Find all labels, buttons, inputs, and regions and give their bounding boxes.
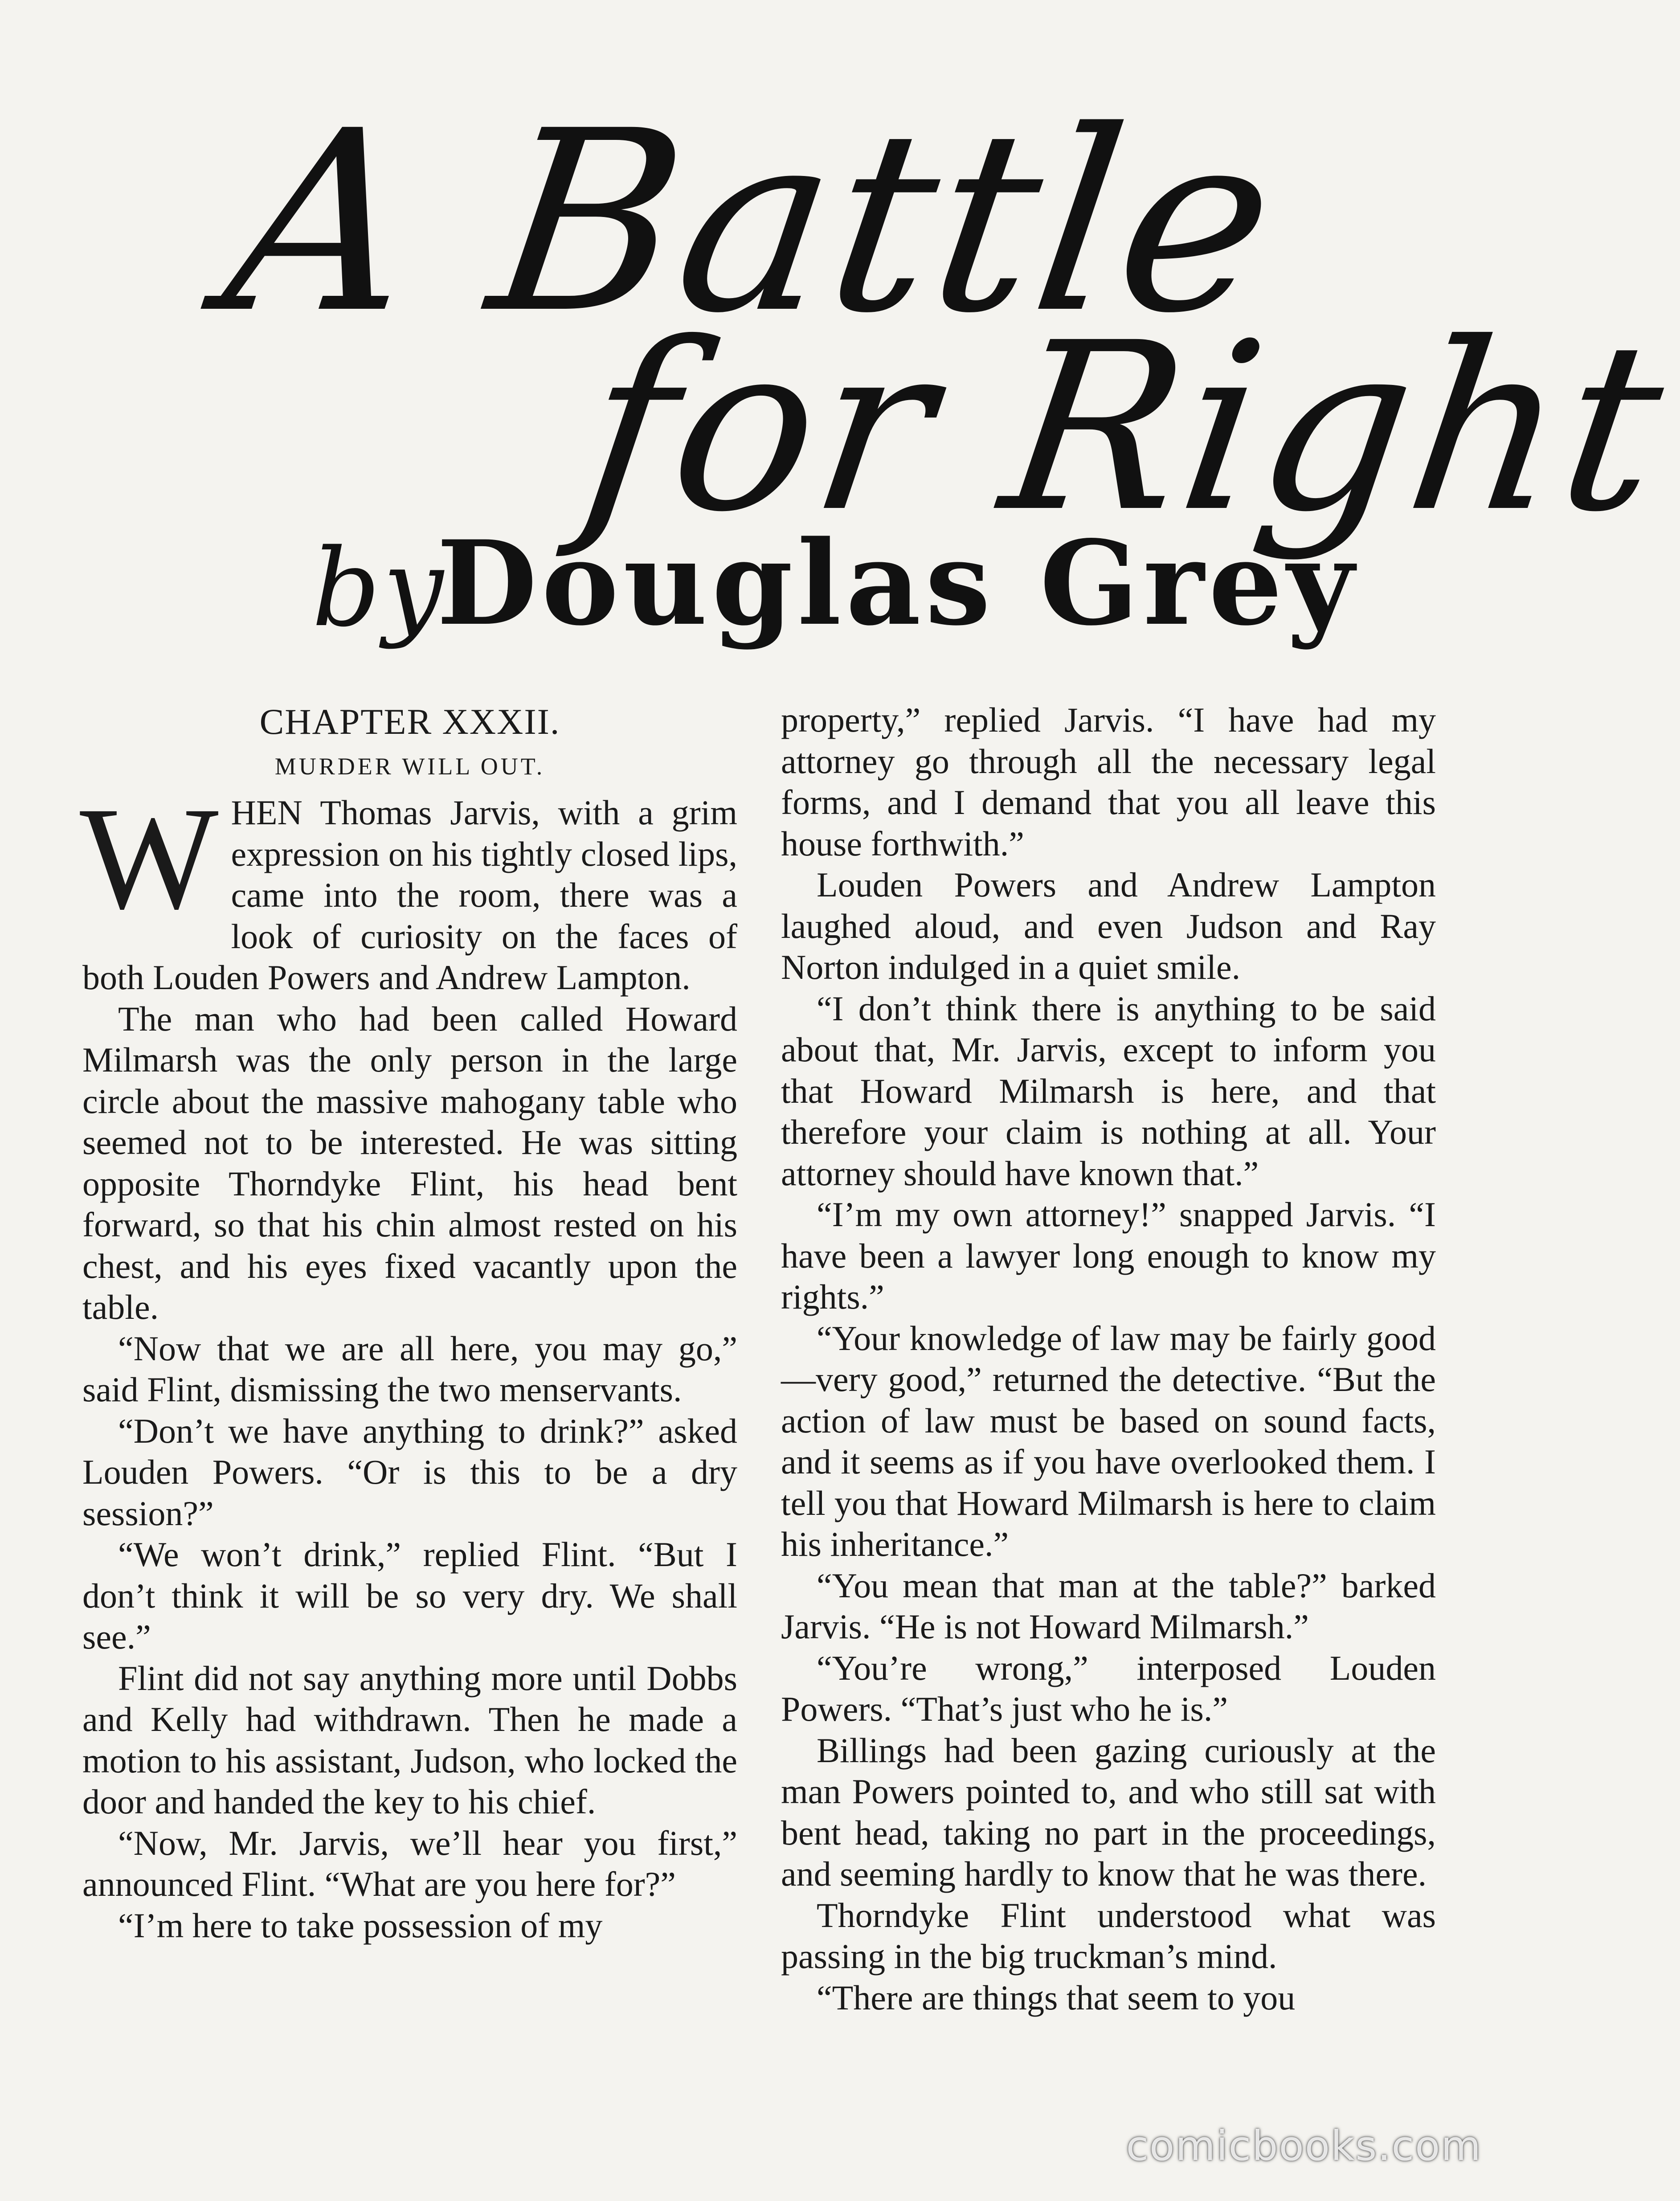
paragraph: “You’re wrong,” interposed Louden Powers. “That’s just who he is.” — [781, 1648, 1436, 1728]
paragraph: “I’m here to take possession of my — [118, 1906, 603, 1945]
left-column — [82, 700, 737, 1946]
title-block — [0, 0, 1680, 686]
paragraph: property,” replied Jarvis. “I have had my attorney go through all the necessary legal forms, and I demand that you all leave this house forthwith.” — [781, 700, 1436, 863]
paragraph: Flint did not say anything more until Dobbs and Kelly had withdrawn. Then he made a motion to his assistant, Judson, who locked the door and handed the key to his chief. — [82, 1658, 737, 1821]
paragraph: Thorndyke Flint understood what was passing in the big truckman’s mind. — [781, 1895, 1436, 1976]
paragraph: WHEN Thomas Jarvis, with a grim expression on his tightly closed lips, came into the room, there was a look of curiosity on the faces of both Louden Powers and Andrew Lampton. — [80, 777, 737, 997]
chapter-heading: CHAPTER XXXII. — [259, 701, 560, 742]
paragraph: “Your knowledge of law may be fairly good—very good,” returned the detective. “But the action of law must be based on sound facts, and it seems as if you have overlooked them. I tell you that Howard Milmarsh is here to claim his inheritance.” — [781, 1318, 1436, 1563]
byline-by: by — [312, 526, 446, 650]
chapter-subheading: MURDER WILL OUT. — [274, 753, 545, 780]
paragraph: Louden Powers and Andrew Lampton laughed aloud, and even Judson and Ray Norton indulged in a quiet smile. — [781, 865, 1436, 986]
watermark: comicbooks.com — [1126, 2122, 1482, 2170]
paragraph: “Now, Mr. Jarvis, we’ll hear you first,” announced Flint. “What are you here for?” — [82, 1823, 737, 1903]
right-column — [781, 700, 1436, 2018]
paragraph: The man who had been called Howard Milmarsh was the only person in the large circle about the massive mahogany table who seemed not to be interested. He was sitting opposite Thorndyke Flint, his head bent forward, so that his chin almost rested on his chest, and his eyes fixed vacantly upon the table. — [82, 999, 737, 1326]
drop-cap: W — [80, 777, 219, 940]
paragraph: “We won’t drink,” replied Flint. “But I don’t think it will be so very dry. We shall see.” — [82, 1535, 737, 1656]
paragraph: “I’m my own attorney!” snapped Jarvis. “I have been a lawyer long enough to know my rights.” — [781, 1195, 1436, 1316]
paragraph: “There are things that seem to you — [817, 1978, 1296, 2017]
paragraph: “I don’t think there is anything to be said about that, Mr. Jarvis, except to inform you that Howard Milmarsh is here, and that therefore your claim is nothing at all. Your attorney should have known that.” — [781, 989, 1436, 1193]
paragraph: “Now that we are all here, you may go,” said Flint, dismissing the two menservants. — [82, 1329, 737, 1409]
title-line-1: A Battle — [211, 78, 1293, 368]
paragraph: “You mean that man at the table?” barked Jarvis. “He is not Howard Milmarsh.” — [781, 1566, 1436, 1646]
paragraph: Billings had been gazing curiously at the man Powers pointed to, and who still sat with bent head, taking no part in the proceedings, and seeming hardly to know that he was there. — [781, 1731, 1436, 1893]
author-name: Douglas Grey — [437, 515, 1359, 651]
paragraph: “Don’t we have anything to drink?” asked Louden Powers. “Or is this to be a dry session?” — [82, 1411, 737, 1533]
title-line-2: for Right — [569, 293, 1680, 563]
